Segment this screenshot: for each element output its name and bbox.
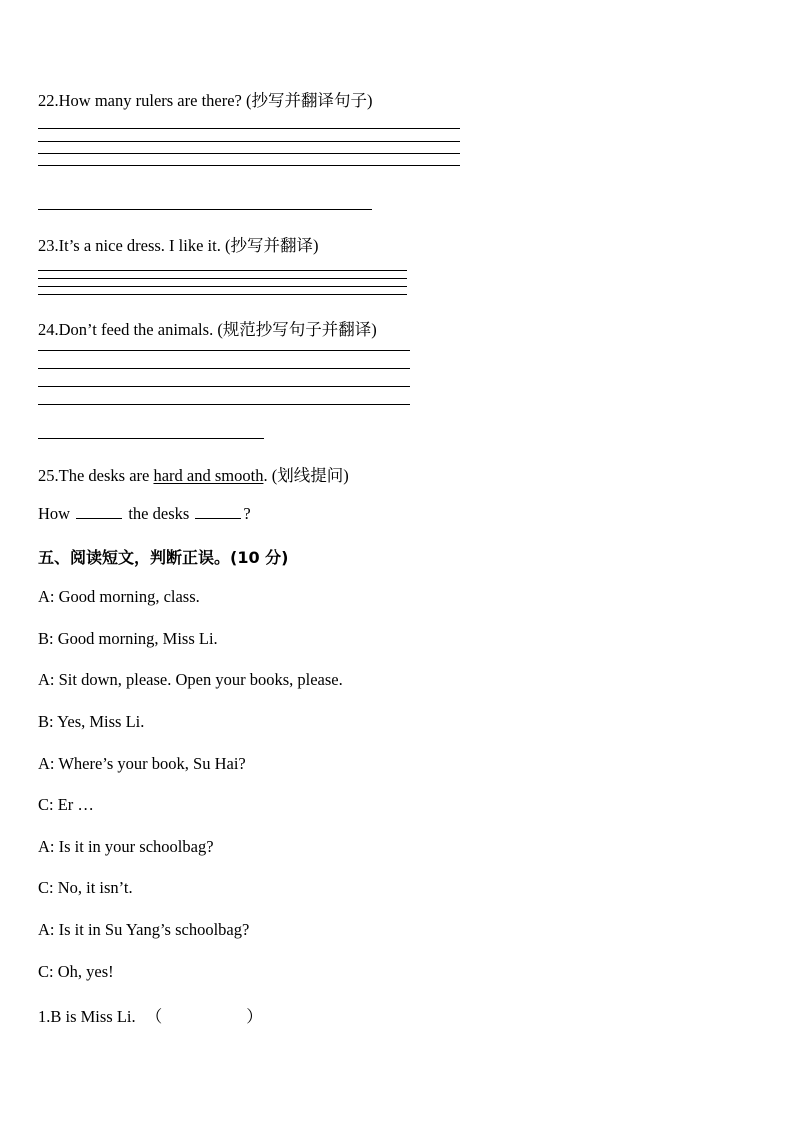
writing-line[interactable]: [38, 294, 407, 295]
dialogue-line: A: Is it in Su Yang’s schoolbag?: [38, 920, 250, 939]
question-22-prompt: 22.How many rulers are there? (抄写并翻译句子): [38, 91, 373, 110]
dialogue-line: A: Where’s your book, Su Hai?: [38, 754, 246, 773]
writing-line[interactable]: [38, 278, 407, 279]
answer-mid: the desks: [128, 504, 190, 523]
writing-line[interactable]: [38, 128, 460, 129]
dialogue-line: A: Sit down, please. Open your books, please.: [38, 670, 343, 689]
question-23-prompt: 23.It’s a nice dress. I like it. (抄写并翻译): [38, 236, 319, 255]
writing-line[interactable]: [38, 350, 410, 351]
writing-line[interactable]: [38, 165, 460, 166]
dialogue-line: C: Er …: [38, 795, 94, 814]
question-24-prompt: 24.Don’t feed the animals. (规范抄写句子并翻译): [38, 320, 377, 339]
judge-item-1: [38, 1003, 263, 1027]
translation-line[interactable]: [38, 438, 264, 439]
answer-blank-1[interactable]: [76, 504, 122, 519]
question-25-start: 25.The desks are: [38, 466, 154, 485]
question-25-prompt: [38, 462, 349, 486]
answer-question-mark: ?: [243, 504, 251, 523]
writing-line[interactable]: [38, 386, 410, 387]
open-paren: （: [145, 1007, 163, 1026]
dialogue-line: B: Yes, Miss Li.: [38, 712, 145, 731]
judge-item-text: 1.B is Miss Li.: [38, 1007, 136, 1026]
writing-line[interactable]: [38, 270, 407, 271]
underlined-phrase: hard and smooth: [153, 466, 264, 485]
writing-line[interactable]: [38, 153, 460, 154]
answer-blank-2[interactable]: [195, 504, 241, 519]
writing-line[interactable]: [38, 404, 410, 405]
dialogue-line: C: No, it isn’t.: [38, 878, 133, 897]
translation-line[interactable]: [38, 209, 372, 210]
dialogue-line: B: Good morning, Miss Li.: [38, 629, 218, 648]
dialogue-line: A: Is it in your schoolbag?: [38, 837, 214, 856]
writing-line[interactable]: [38, 368, 410, 369]
writing-line[interactable]: [38, 286, 407, 287]
question-25-answer-row: [38, 504, 251, 524]
close-paren: ）: [246, 1007, 263, 1026]
answer-how: How: [38, 504, 71, 523]
writing-line[interactable]: [38, 141, 460, 142]
dialogue-line: A: Good morning, class.: [38, 587, 200, 606]
dialogue-line: C: Oh, yes!: [38, 962, 114, 981]
section-5-title: 五、阅读短文，判断正误。(10 分): [38, 548, 289, 567]
question-25-end: . (划线提问): [263, 466, 349, 485]
